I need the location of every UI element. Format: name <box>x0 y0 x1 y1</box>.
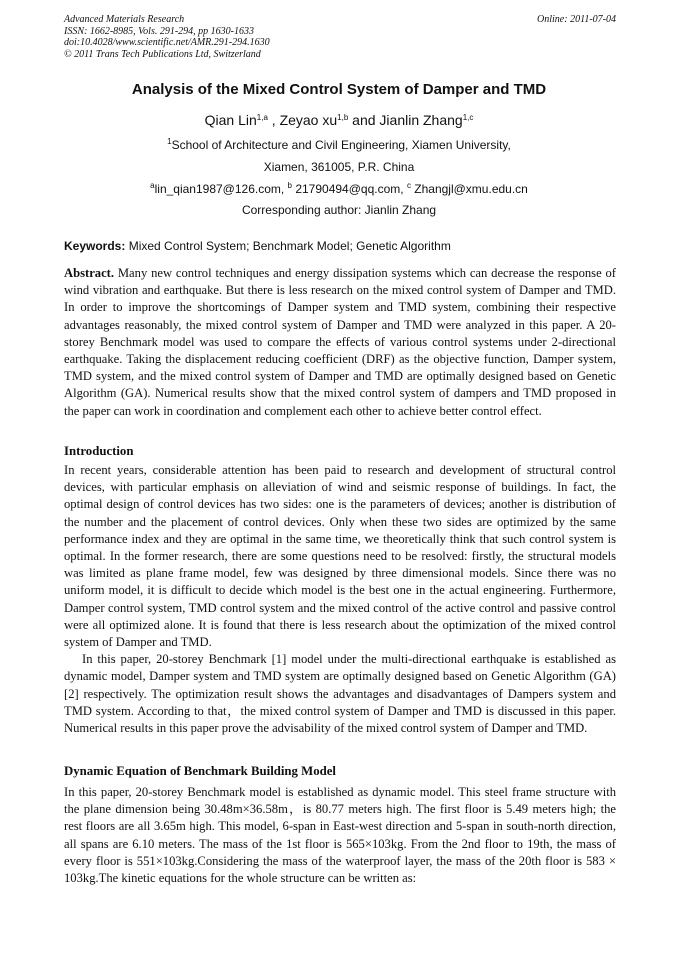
author-separator: and <box>348 112 380 128</box>
email-superscript: c <box>406 181 411 190</box>
abstract-section <box>64 265 616 420</box>
author-name: Jianlin Zhang <box>379 112 463 128</box>
email-address: lin_qian1987@126.com, <box>154 182 288 196</box>
author-list <box>0 112 678 128</box>
journal-header <box>64 14 616 60</box>
paper-title: Analysis of the Mixed Control System of Damper and TMD <box>131 81 547 98</box>
email-superscript: b <box>287 181 292 190</box>
journal-name: Advanced Materials Research <box>64 14 185 25</box>
affiliation-line-1 <box>0 138 678 152</box>
abstract-paragraph <box>64 265 616 420</box>
introduction-paragraph-2: In this paper, 20-storey Benchmark [1] model under the multi-directional earthquake is established as dynamic model, Damper system and TMD system are optimally designed based on Genetic Algorithm (GA) [2] respectively. The optimization result shows the advantages and disadvantages of Dampers system and TMD system. According to that，the mixed control system of Damper and TMD is discussed in this paper. Numerical results in this paper prove the advisability of the mixed control system of Damper and TMD. <box>64 652 616 736</box>
author-superscript: 1,a <box>256 113 268 122</box>
introduction-heading: Introduction <box>64 444 134 458</box>
dynamic-equation-paragraph: In this paper, 20-storey Benchmark model is established as dynamic model. This steel frame structure with the plane dimension being 30.48m×36.58m，is 80.77 meters high. The first floor is 5.49 meters high; the rest floors are all 3.65m high. This model, 6-span in East-west direction and 5-span in south-north direction, all spans are 6.10 meters. The mass of the 1st floor is 565×103kg. From the 2nd floor to 19th, the mass of every floor is 551×103kg.Considering the mass of the waterproof layer, the mass of the 20th floor is 583 × 103kg.The kinetic equations for the whole structure can be written as: <box>64 785 616 886</box>
doi-line: doi:10.4028/www.scientific.net/AMR.291-294.1630 <box>64 37 270 48</box>
author-name: Qian Lin <box>204 112 257 128</box>
affiliation-line-2: Xiamen, 361005, P.R. China <box>263 160 415 174</box>
author-name: Zeyao xu <box>279 112 338 128</box>
copyright-line: © 2011 Trans Tech Publications Ltd, Switzerland <box>64 48 261 60</box>
dynamic-equation-heading: Dynamic Equation of Benchmark Building Model <box>64 764 336 778</box>
email-superscript: a <box>150 181 155 190</box>
keywords-text: Mixed Control System; Benchmark Model; Genetic Algorithm <box>125 239 451 253</box>
corresponding-author: Corresponding author: Jianlin Zhang <box>241 203 437 217</box>
email-line <box>0 182 678 196</box>
author-superscript: 1,c <box>462 113 474 122</box>
author-separator: , <box>267 112 280 128</box>
abstract-text: Many new control techniques and energy dissipation systems which can decrease the response of wind vibration and earthquake. But there is less research on the mixed control system of Damper and TMD. In order to improve the shortcomings of Damper system and TMD system, combining their respective advantages reasonably, the mixed control system of Damper and TMD were analyzed in this paper. A 20-storey Benchmark model was used to compare the effects of various control systems under 2-directional earthquake. Taking the displacement reducing coefficient (DRF) as the objective function, Damper system, TMD system, and the mixed control system of Damper and TMD are optimally designed based on Genetic Algorithm (GA). Numerical results show that the mixed control system of dampers and TMD proposed in the paper can work in coordination and complement each other to achieve better control effect. <box>64 266 616 418</box>
author-superscript: 1,b <box>337 113 349 122</box>
introduction-section <box>64 462 616 737</box>
abstract-label: Abstract. <box>64 266 115 280</box>
keywords-line <box>64 239 616 253</box>
email-address: Zhangjl@xmu.edu.cn <box>410 182 528 196</box>
dynamic-equation-section <box>64 784 616 887</box>
affiliation-superscript: 1 <box>167 137 172 146</box>
issn-line: ISSN: 1662-8985, Vols. 291-294, pp 1630-1633 <box>64 25 254 37</box>
email-address: 21790494@qq.com, <box>292 182 407 196</box>
introduction-paragraph-1: In recent years, considerable attention has been paid to research and development of structural control devices, with particular emphasis on alleviation of wind and seismic response of buildings. In fact, the optimal design of control devices has two sides: one is the parameters of devices; another is distribution of the number and the placement of control devices. Only when these two sides are optimized by the same performance index and they are optimal in the same time, we theoretically think that such control system is optimal. In the former research, there are some questions need to be resolved: firstly, the structural models was limited as plane frame model, few was designed by three dimensional models. Since there was no uniform model, it is difficult to decide which model is the best one in the actual engineering. Furthermore, Damper control system, TMD control system and the mixed control of the active control and passive control were all optimized alone. It is found that there is less research about the optimization of the mixed control system of Damper and TMD. <box>64 463 616 650</box>
keywords-label: Keywords: <box>64 239 126 253</box>
affiliation-text: School of Architecture and Civil Engineering, Xiamen University, <box>171 138 511 152</box>
online-date: Online: 2011-07-04 <box>537 14 616 25</box>
